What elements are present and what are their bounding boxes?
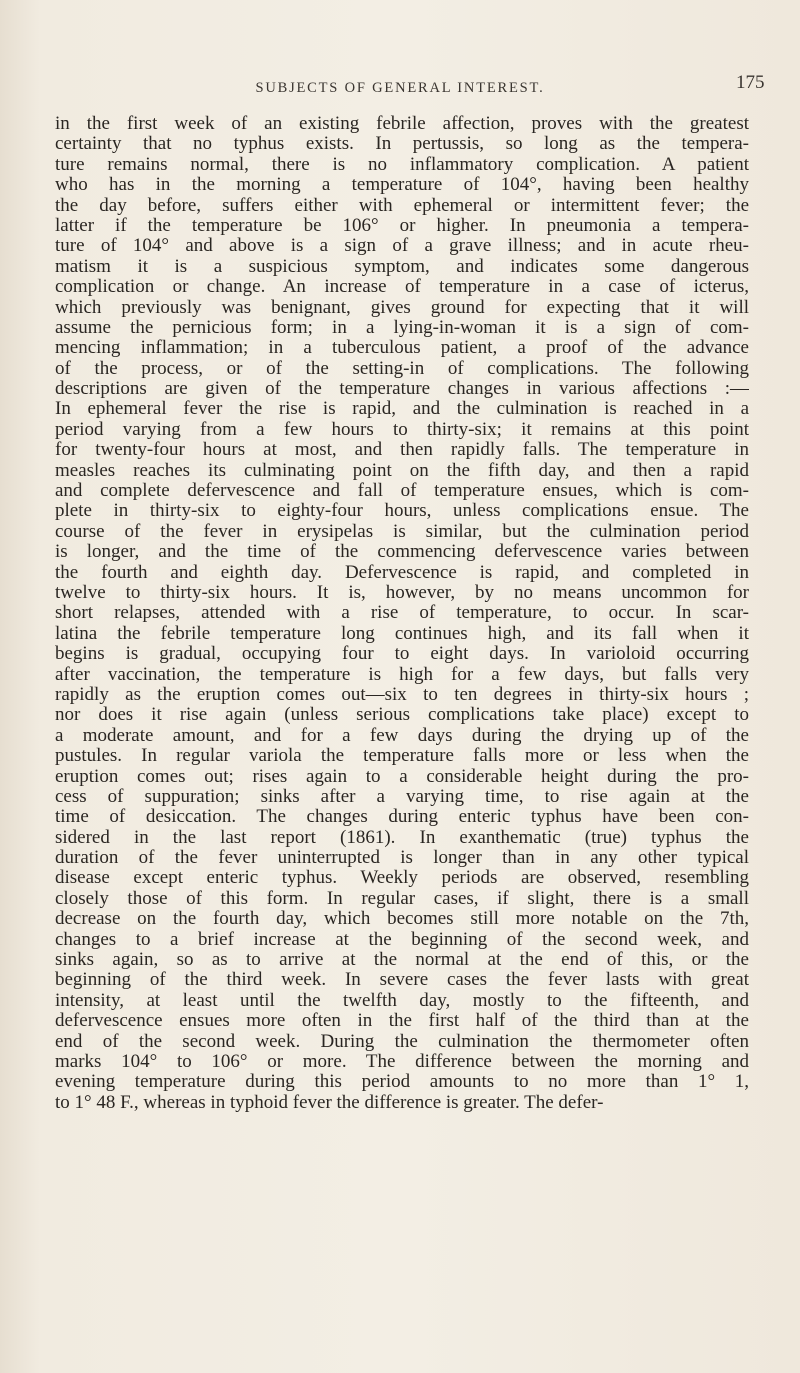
text-line: the fourth and eighth day. Defervescence is rapid, and completed in <box>55 562 749 583</box>
text-line: decrease on the fourth day, which becomes still more notable on the 7th, <box>55 909 749 930</box>
text-line: for twenty-four hours at most, and then rapidly falls. The temperature in <box>55 440 749 461</box>
text-line: evening temperature during this period amounts to no more than 1° 1, <box>55 1072 749 1093</box>
text-line: plete in thirty-six to eighty-four hours, unless complications ensue. The <box>55 501 749 522</box>
text-line: changes to a brief increase at the beginning of the second week, and <box>55 929 749 950</box>
text-line: assume the pernicious form; in a lying-in-woman it is a sign of com- <box>55 317 749 338</box>
text-line: after vaccination, the temperature is high for a few days, but falls very <box>55 664 749 685</box>
text-line: eruption comes out; rises again to a considerable height during the pro- <box>55 766 749 787</box>
text-line: mencing inflammation; in a tuberculous patient, a proof of the advance <box>55 338 749 359</box>
text-line: cess of suppuration; sinks after a varying time, to rise again at the <box>55 786 749 807</box>
text-line: end of the second week. During the culmination the thermometer often <box>55 1031 749 1052</box>
text-line: beginning of the third week. In severe cases the fever lasts with great <box>55 970 749 991</box>
text-line: disease except enteric typhus. Weekly periods are observed, resembling <box>55 868 749 889</box>
text-line: closely those of this form. In regular cases, if slight, there is a small <box>55 888 749 909</box>
text-line: intensity, at least until the twelfth day, mostly to the fifteenth, and <box>55 990 749 1011</box>
text-line: course of the fever in erysipelas is similar, but the culmination period <box>55 521 749 542</box>
text-line: a moderate amount, and for a few days during the drying up of the <box>55 725 749 746</box>
text-line: and complete defervescence and fall of temperature ensues, which is com- <box>55 481 749 502</box>
text-line: pustules. In regular variola the temperature falls more or less when the <box>55 746 749 767</box>
text-line: complication or change. An increase of temperature in a case of icterus, <box>55 277 749 298</box>
text-line: nor does it rise again (unless serious complications take place) except to <box>55 705 749 726</box>
text-line: period varying from a few hours to thirty-six; it remains at this point <box>55 419 749 440</box>
text-line: which previously was benignant, gives ground for expecting that it will <box>55 297 749 318</box>
text-line: measles reaches its culminating point on the fifth day, and then a rapid <box>55 460 749 481</box>
text-line: marks 104° to 106° or more. The difference between the morning and <box>55 1051 749 1072</box>
text-line: the day before, suffers either with ephemeral or intermittent fever; the <box>55 195 749 216</box>
body-text <box>55 114 749 1113</box>
text-line: twelve to thirty-six hours. It is, however, by no means uncommon for <box>55 582 749 603</box>
text-line: ture remains normal, there is no inflammatory complication. A patient <box>55 154 749 175</box>
text-line: to 1° 48 F., whereas in typhoid fever the difference is greater. The defer- <box>55 1092 604 1113</box>
running-head: SUBJECTS OF GENERAL INTEREST. <box>255 80 545 96</box>
text-line: ture of 104° and above is a sign of a grave illness; and in acute rheu- <box>55 236 749 257</box>
text-line: latina the febrile temperature long continues high, and its fall when it <box>55 623 749 644</box>
text-line: in the first week of an existing febrile affection, proves with the greatest <box>55 114 749 134</box>
text-line: short relapses, attended with a rise of temperature, to occur. In scar- <box>55 603 749 624</box>
text-line: of the process, or of the setting-in of complications. The following <box>55 358 749 379</box>
page-number: 175 <box>736 72 765 93</box>
text-line: rapidly as the eruption comes out—six to ten degrees in thirty-six hours ; <box>55 684 749 705</box>
text-line: certainty that no typhus exists. In pertussis, so long as the tempera- <box>55 134 749 155</box>
text-line: is longer, and the time of the commencing defervescence varies between <box>55 542 749 563</box>
text-line: sidered in the last report (1861). In exanthematic (true) typhus the <box>55 827 749 848</box>
text-line: In ephemeral fever the rise is rapid, and the culmination is reached in a <box>55 399 749 420</box>
text-line: descriptions are given of the temperature changes in various affections :— <box>55 379 749 400</box>
text-line: sinks again, so as to arrive at the normal at the end of this, or the <box>55 950 749 971</box>
text-line: time of desiccation. The changes during enteric typhus have been con- <box>55 807 749 828</box>
text-line: begins is gradual, occupying four to eight days. In varioloid occurring <box>55 644 749 665</box>
text-line: who has in the morning a temperature of 104°, having been healthy <box>55 175 749 196</box>
text-line: duration of the fever uninterrupted is longer than in any other typical <box>55 848 749 869</box>
text-line: defervescence ensues more often in the first half of the third than at the <box>55 1011 749 1032</box>
text-line: matism it is a suspicious symptom, and indicates some dangerous <box>55 256 749 277</box>
text-line: latter if the temperature be 106° or higher. In pneumonia a tempera- <box>55 215 749 236</box>
